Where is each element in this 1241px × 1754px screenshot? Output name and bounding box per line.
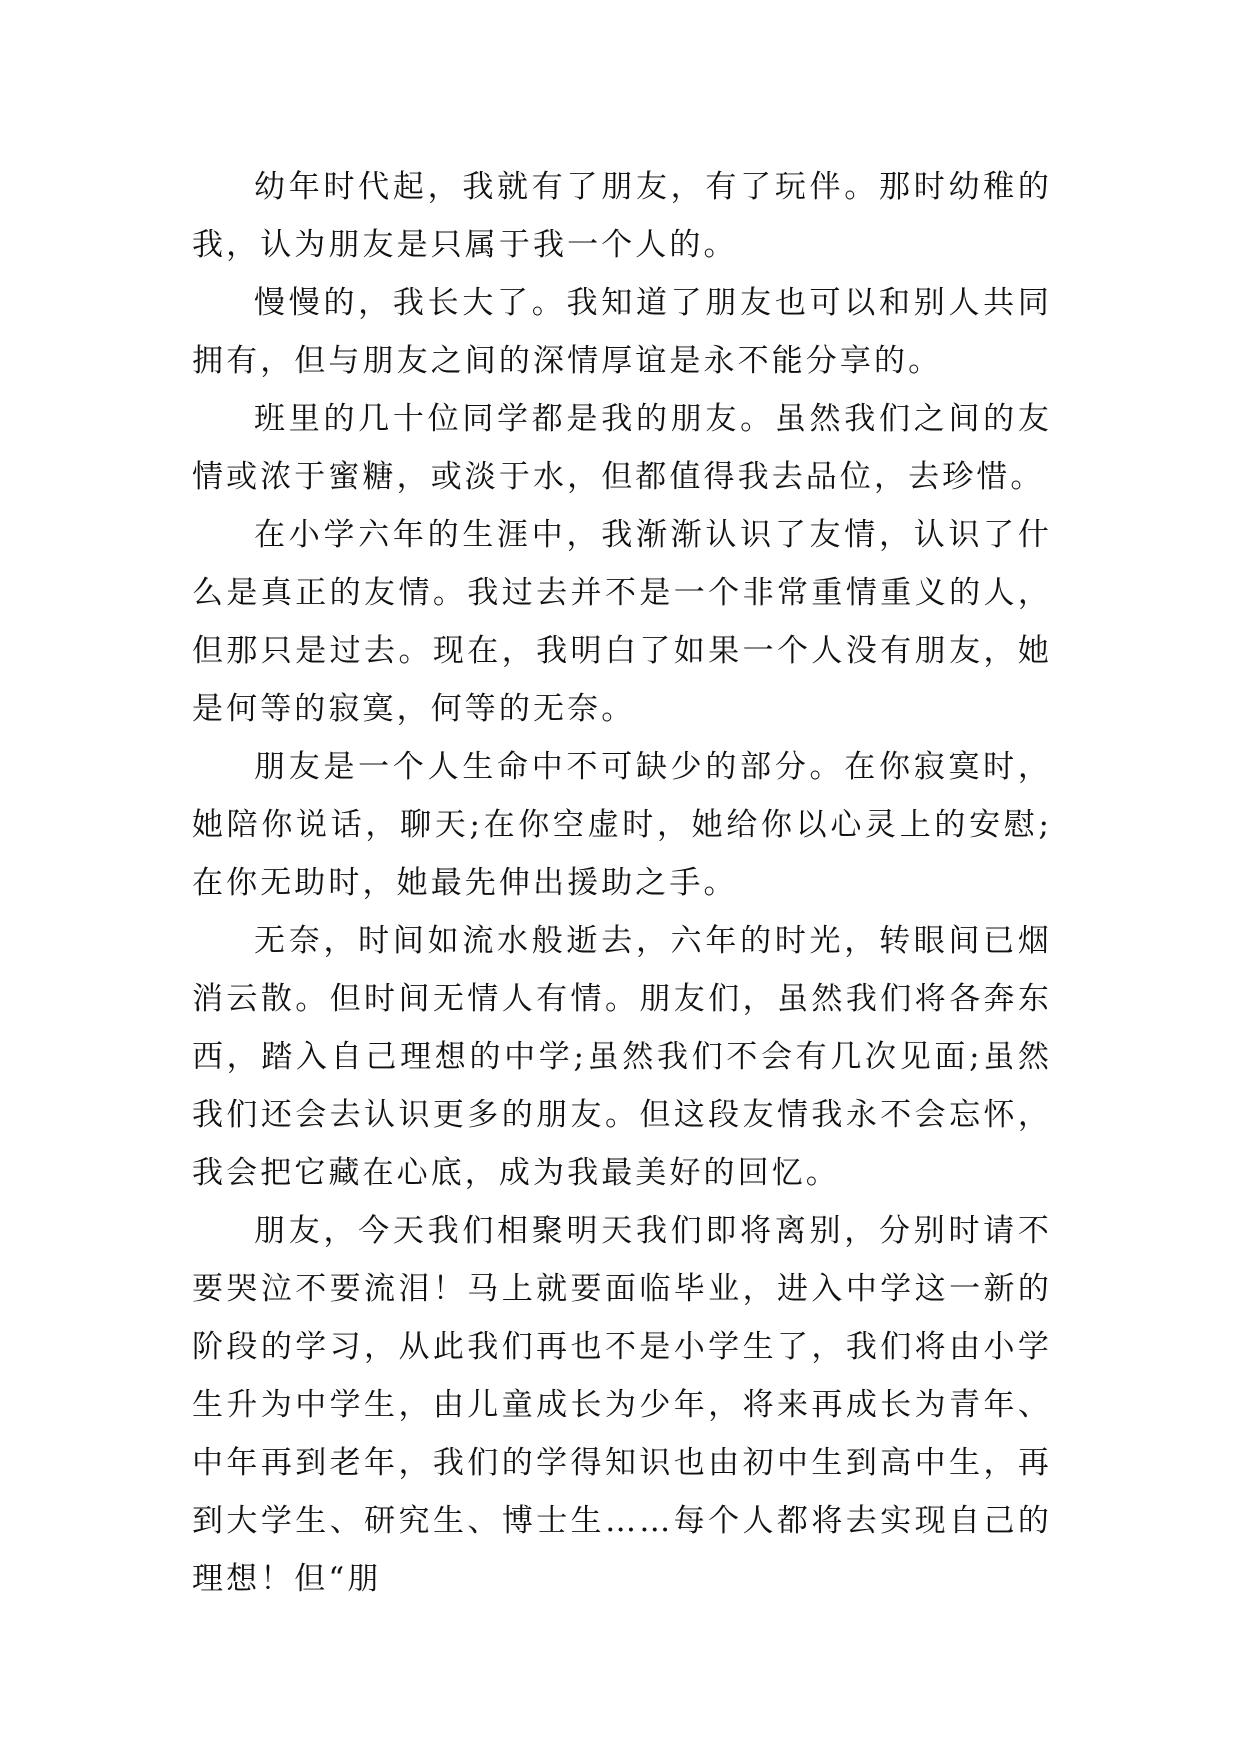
paragraph-7: 朋友，今天我们相聚明天我们即将离别，分别时请不要哭泣不要流泪！马上就要面临毕业，进入中学这一新的阶段的学习，从此我们再也不是小学生了，我们将由小学生升为中学生，由儿童成长为少年，将来再成长为青年、中年再到老年，我们的学得知识也由初中生到高中生，再到大学生、研究生、博士生……每个人都将去实现自己的理想！但“朋 <box>192 1213 1052 1597</box>
document-body <box>192 158 1052 1608</box>
paragraph-1: 幼年时代起，我就有了朋友，有了玩伴。那时幼稚的我，认为朋友是只属于我一个人的。 <box>192 169 1052 263</box>
paragraph-6: 无奈，时间如流水般逝去，六年的时光，转眼间已烟消云散。但时间无情人有情。朋友们，虽然我们将各奔东西，踏入自己理想的中学;虽然我们不会有几次见面;虽然我们还会去认识更多的朋友。但这段友情我永不会忘怀，我会把它藏在心底，成为我最美好的回忆。 <box>192 923 1052 1191</box>
paragraph-2: 慢慢的，我长大了。我知道了朋友也可以和别人共同拥有，但与朋友之间的深情厚谊是永不能分享的。 <box>192 285 1052 379</box>
paragraph-5: 朋友是一个人生命中不可缺少的部分。在你寂寞时，她陪你说话，聊天;在你空虚时，她给你以心灵上的安慰;在你无助时，她最先伸出援助之手。 <box>192 749 1052 901</box>
paragraph-3: 班里的几十位同学都是我的朋友。虽然我们之间的友情或浓于蜜糖，或淡于水，但都值得我去品位，去珍惜。 <box>192 401 1052 495</box>
paragraph-4: 在小学六年的生涯中，我渐渐认识了友情，认识了什么是真正的友情。我过去并不是一个非常重情重义的人，但那只是过去。现在，我明白了如果一个人没有朋友，她是何等的寂寞，何等的无奈。 <box>192 517 1052 727</box>
